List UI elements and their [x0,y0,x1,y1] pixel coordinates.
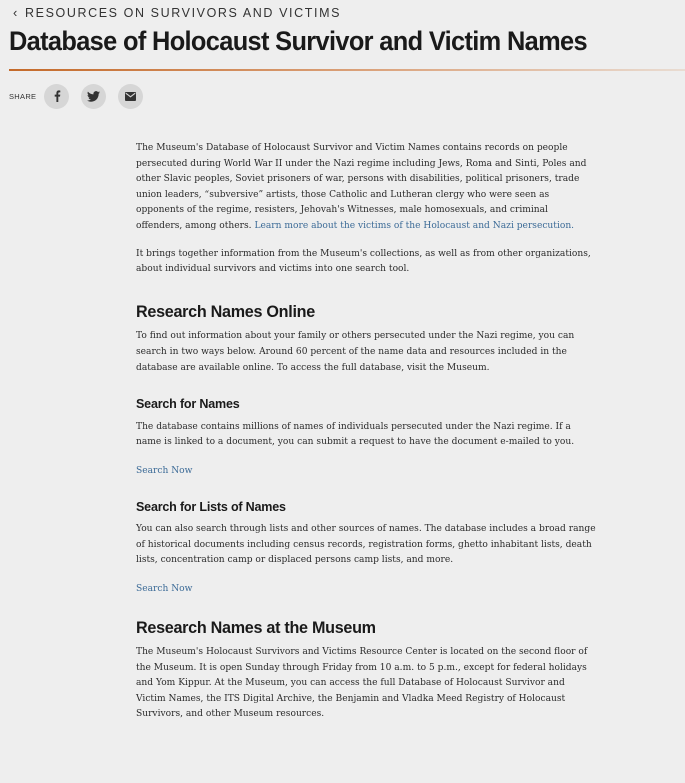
research-museum-heading: Research Names at the Museum [136,618,376,638]
breadcrumb[interactable] [13,5,341,20]
facebook-share-button[interactable] [44,84,69,109]
share-label: SHARE [9,91,37,101]
twitter-share-button[interactable] [81,84,106,109]
search-lists-heading: Search for Lists of Names [136,498,286,514]
twitter-icon [87,91,100,102]
learn-more-link[interactable]: Learn more about the victims of the Holocaust and Nazi persecution. [254,220,575,231]
search-names-text: The database contains millions of names of individuals persecuted under the Nazi regime. If a name is linked to a document, you can submit a request to have the document e-mailed to you. [136,421,575,448]
chevron-left-icon: ‹ [13,5,19,20]
intro-paragraph-2: It brings together information from the Museum's collections, as well as from other organizations, about individual survivors and victims into one search tool. [136,248,591,275]
title-divider [9,69,685,71]
research-museum-text: The Museum's Holocaust Survivors and Victims Resource Center is located on the second floor of the Museum. It is open Sunday through Friday from 10 a.m. to 5 p.m., except for federal holidays and Yom Kippur. At the Museum, you can access the full Database of Holocaust Survivor and Victim Names, the ITS Digital Archive, the Benjamin and Vladka Meed Registry of Holocaust Survivors, and other Museum resources. [136,647,588,720]
research-online-heading: Research Names Online [136,301,315,321]
search-lists-text: You can also search through lists and other sources of names. The database includes a broad range of historical documents including census records, registration forms, ghetto inhabitant lists, death lists, concentration camp or displaced persons camp lists, and more. [136,524,596,566]
email-share-button[interactable] [118,84,143,109]
search-names-link[interactable]: Search Now [136,465,193,476]
breadcrumb-label: RESOURCES ON SURVIVORS AND VICTIMS [25,5,342,20]
intro-text: The Museum's Database of Holocaust Survivor and Victim Names contains records on people persecuted during World War II under the Nazi regime including Jews, Roma and Sinti, Poles and other Slavic peoples, Soviet prisoners of war, persons with disabilities, political prisoners, trade union leaders, “subversive” artists, those Catholic and Lutheran clergy who were seen as opponents of the regime, resisters, Jehovah's Witnesses, male homosexuals, and criminal offenders, among others. [136,143,587,231]
facebook-icon [52,90,62,102]
share-bar [9,83,155,109]
search-names-heading: Search for Names [136,396,240,412]
envelope-icon [125,92,136,101]
main-content [136,141,596,723]
search-lists-link[interactable]: Search Now [136,583,193,594]
page-title: Database of Holocaust Survivor and Victim Names [9,26,587,56]
intro-paragraph [136,141,596,235]
research-online-text: To find out information about your family or others persecuted under the Nazi regime, you can search in two ways below. Around 60 percent of the name data and resources included in the database are available online. To access the full database, visit the Museum. [136,331,575,373]
